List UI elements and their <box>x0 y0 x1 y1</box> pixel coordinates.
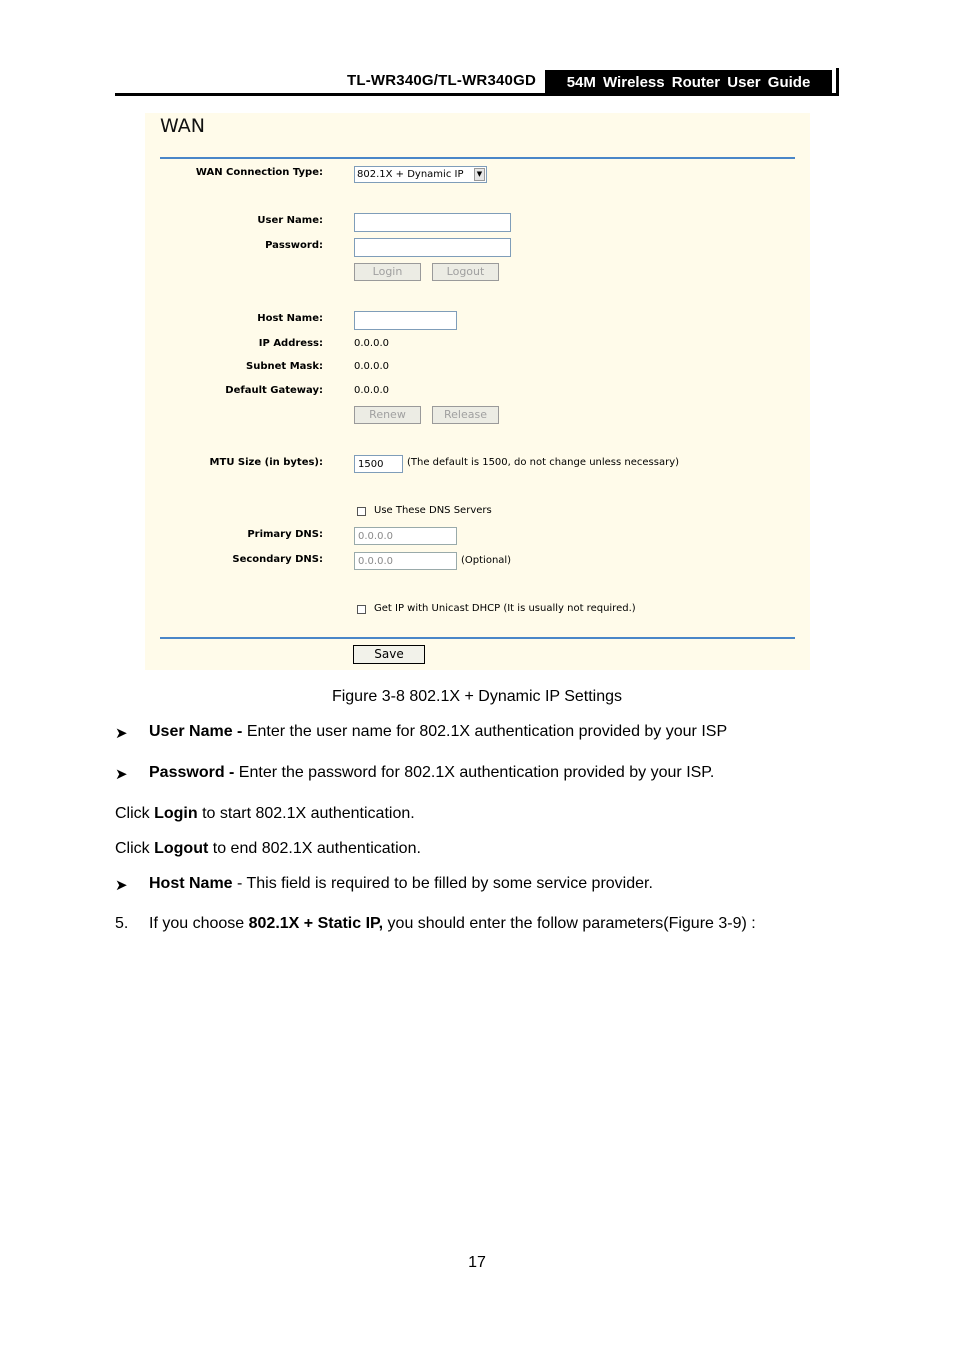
save-button[interactable]: Save <box>353 645 425 664</box>
renew-button[interactable]: Renew <box>354 406 421 424</box>
bullet-term: Host Name <box>149 875 233 892</box>
secondary-dns-label: Secondary DNS: <box>232 554 323 565</box>
default-gateway-value: 0.0.0.0 <box>354 385 389 396</box>
bullet-term: Password - <box>149 764 235 781</box>
password-bullet <box>149 764 714 782</box>
default-gateway-label: Default Gateway: <box>225 385 323 396</box>
panel-bottom-rule <box>160 637 795 639</box>
primary-dns-label: Primary DNS: <box>247 529 323 540</box>
bullet-text: Enter the user name for 802.1X authentication provided by your ISP <box>242 723 728 740</box>
dns-servers-checkbox[interactable] <box>357 507 366 516</box>
user-name-input[interactable] <box>354 213 511 232</box>
wan-type-label: WAN Connection Type: <box>195 167 323 178</box>
click-logout-post: to end 802.1X authentication. <box>208 840 421 857</box>
unicast-dhcp-checkbox-label: Get IP with Unicast DHCP (It is usually not required.) <box>374 603 636 614</box>
step-5-bold: 802.1X + Static IP, <box>248 915 384 932</box>
subnet-mask-label: Subnet Mask: <box>246 361 323 372</box>
page-number: 17 <box>468 1254 486 1271</box>
password-label: Password: <box>265 240 323 251</box>
mtu-size-label: MTU Size (in bytes): <box>209 457 323 468</box>
unicast-dhcp-checkbox[interactable] <box>357 605 366 614</box>
step-5-post: you should enter the follow parameters(Figure 3-9) : <box>383 915 756 932</box>
figure-caption: Figure 3-8 802.1X + Dynamic IP Settings <box>331 688 623 705</box>
ip-address-label: IP Address: <box>258 338 323 349</box>
mtu-size-input[interactable]: 1500 <box>354 455 403 473</box>
click-logout-paragraph <box>115 840 421 858</box>
header-rule <box>115 93 839 96</box>
click-logout-pre: Click <box>115 840 155 857</box>
password-input[interactable] <box>354 238 511 257</box>
bullet-term: User Name - <box>149 723 243 740</box>
primary-dns-input[interactable]: 0.0.0.0 <box>354 527 457 545</box>
step-5-paragraph <box>149 915 756 933</box>
dns-servers-checkbox-label: Use These DNS Servers <box>374 505 492 516</box>
arrow-bullet-icon: ➤ <box>115 725 128 742</box>
click-login-pre: Click <box>115 805 155 822</box>
panel-title: WAN <box>160 115 205 137</box>
user-name-label: User Name: <box>257 215 323 226</box>
panel-top-rule <box>160 157 795 159</box>
mtu-note: (The default is 1500, do not change unless necessary) <box>407 457 680 468</box>
wan-type-select[interactable] <box>354 166 487 183</box>
click-logout-bold: Logout <box>154 840 209 857</box>
click-login-post: to start 802.1X authentication. <box>197 805 415 822</box>
bullet-text: Enter the password for 802.1X authentication provided by your ISP. <box>234 764 715 781</box>
subnet-mask-value: 0.0.0.0 <box>354 361 389 372</box>
host-name-input[interactable] <box>354 311 457 330</box>
logout-button[interactable]: Logout <box>432 263 499 281</box>
user-name-bullet <box>149 723 727 741</box>
arrow-bullet-icon: ➤ <box>115 877 128 894</box>
wan-type-value: 802.1X + Dynamic IP <box>357 169 464 180</box>
login-button[interactable]: Login <box>354 263 421 281</box>
host-name-bullet <box>149 875 653 893</box>
host-name-label: Host Name: <box>257 313 323 324</box>
secondary-dns-note: (Optional) <box>461 555 512 566</box>
chevron-down-icon[interactable]: ▼ <box>474 168 485 181</box>
header-tick <box>836 68 839 94</box>
ip-address-value: 0.0.0.0 <box>354 338 389 349</box>
header-guide-title: 54M Wireless Router User Guide <box>545 70 832 94</box>
click-login-bold: Login <box>154 805 198 822</box>
step-5-pre: If you choose <box>149 915 249 932</box>
secondary-dns-input[interactable]: 0.0.0.0 <box>354 552 457 570</box>
header-model: TL-WR340G/TL-WR340GD <box>346 72 536 89</box>
step-number: 5. <box>115 915 129 932</box>
release-button[interactable]: Release <box>432 406 499 424</box>
wan-settings-panel <box>145 113 810 670</box>
bullet-text: - This field is required to be filled by some service provider. <box>232 875 653 892</box>
arrow-bullet-icon: ➤ <box>115 766 128 783</box>
click-login-paragraph <box>115 805 415 823</box>
